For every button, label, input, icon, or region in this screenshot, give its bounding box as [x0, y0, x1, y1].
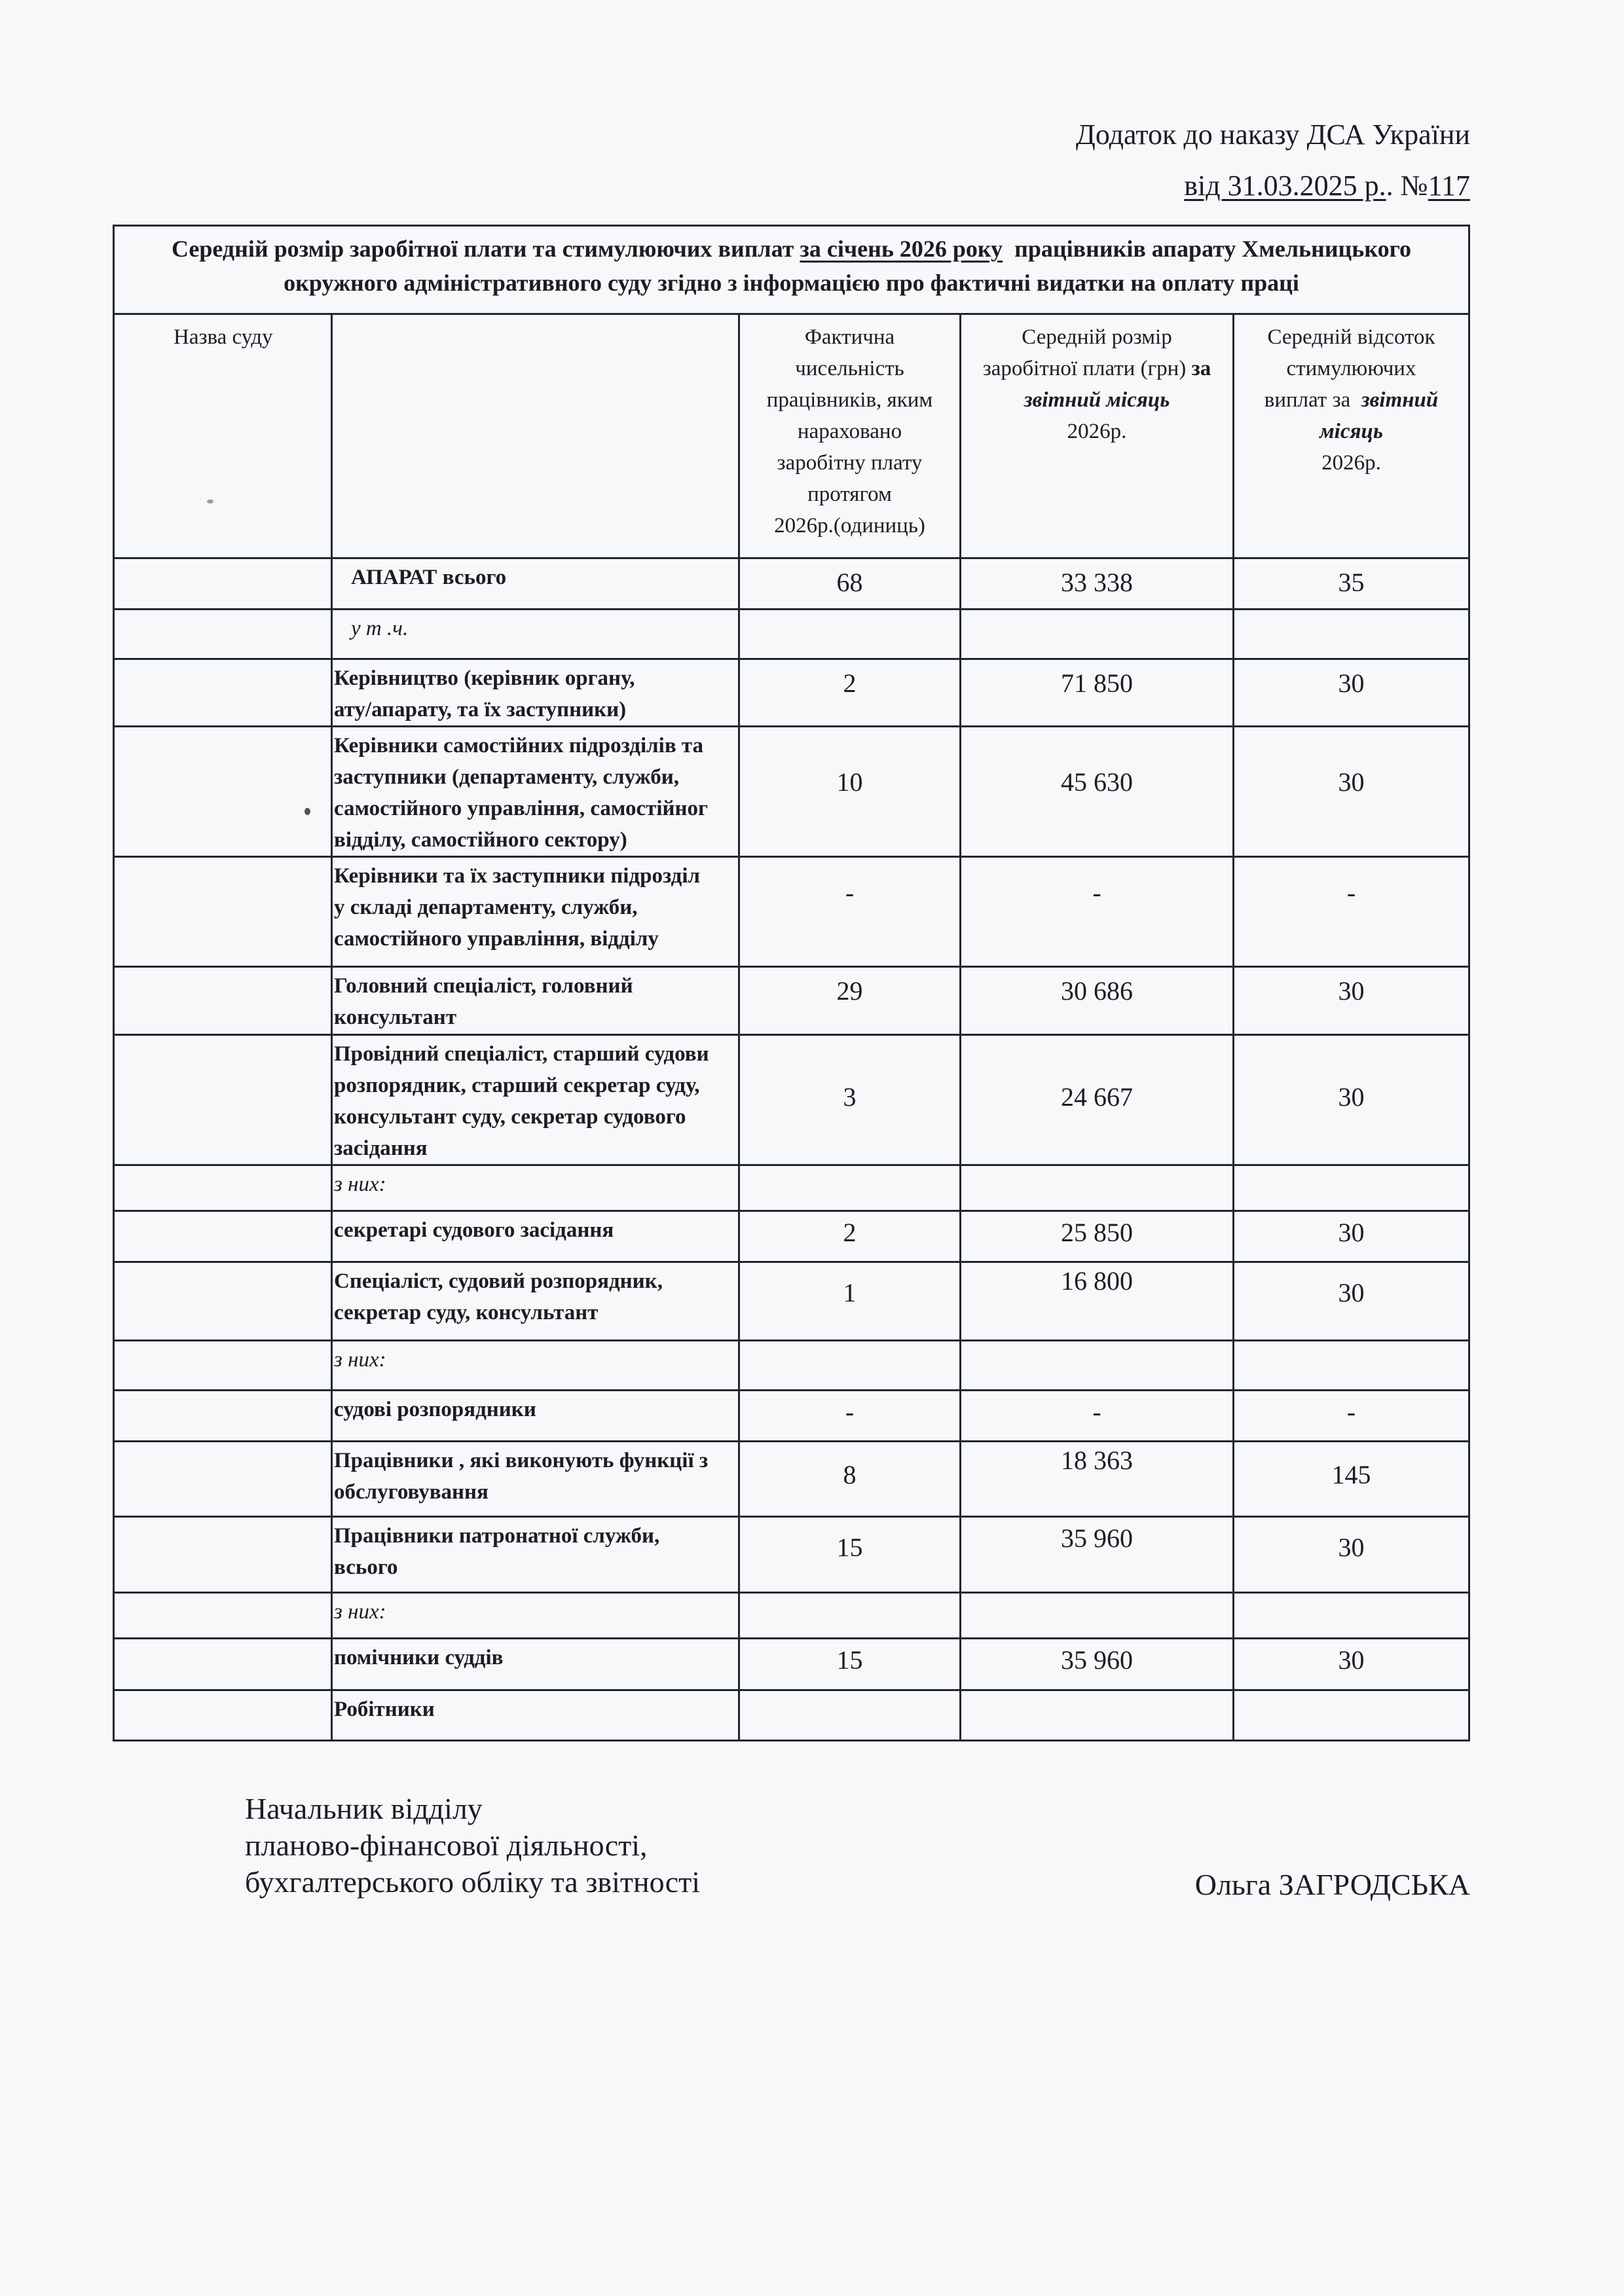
- salary-value: 35 960: [1061, 1523, 1133, 1553]
- number-sign: №: [1400, 170, 1428, 202]
- title-part2: працівників апарату Хмельницького: [1014, 236, 1412, 262]
- table-row: [114, 1341, 1469, 1391]
- salary-value: 25 850: [1061, 1218, 1133, 1247]
- title-part1: Середній розмір заробітної плати та стимулюючих виплат: [171, 236, 794, 262]
- hc-l3: працівників, яким: [766, 388, 933, 412]
- position-line1: Начальник відділу: [245, 1792, 483, 1825]
- court-name-cell: [114, 1035, 332, 1165]
- bonus-cell: [1234, 1262, 1469, 1341]
- headcount-value: -: [845, 878, 855, 907]
- column-header-headcount: [739, 314, 961, 558]
- headcount-cell: [739, 1165, 961, 1211]
- salary-value: 33 338: [1061, 568, 1133, 597]
- row-label: [332, 1262, 739, 1341]
- row-label: [332, 967, 739, 1035]
- sal-l4: 2026р.: [1067, 420, 1127, 443]
- row-label-line: Керівники самостійних підрозділів та: [334, 734, 703, 757]
- court-name-cell: [114, 857, 332, 967]
- hc-l4: нараховано: [797, 420, 902, 443]
- table-row: [114, 1639, 1469, 1690]
- court-name-cell: [114, 1391, 332, 1442]
- salary-cell: [961, 967, 1234, 1035]
- bonus-value: 30: [1338, 1533, 1365, 1562]
- court-name-cell: [114, 1341, 332, 1391]
- headcount-value: 2: [843, 668, 857, 698]
- row-label: [332, 558, 739, 610]
- salary-cell: [961, 1690, 1234, 1741]
- court-name-cell: [114, 610, 332, 659]
- headcount-value: 2: [843, 1218, 857, 1247]
- bonus-value: 30: [1338, 668, 1365, 698]
- salary-cell: [961, 1391, 1234, 1442]
- row-label-line: самостійного управління, відділу: [334, 927, 659, 951]
- row-label-line: АПАРАТ всього: [351, 566, 507, 589]
- table-title: [114, 226, 1469, 314]
- row-label-line: Провідний спеціаліст, старший судови: [334, 1042, 709, 1066]
- bonus-cell: [1234, 1690, 1469, 1741]
- salary-value: 16 800: [1061, 1266, 1133, 1296]
- bonus-cell: [1234, 1391, 1469, 1442]
- table-row: [114, 659, 1469, 727]
- row-label-line: консультант суду, секретар судового: [334, 1105, 686, 1129]
- salary-value: 24 667: [1061, 1082, 1133, 1112]
- salary-cell: [961, 1593, 1234, 1639]
- row-label: [332, 659, 739, 727]
- bonus-cell: [1234, 1165, 1469, 1211]
- row-label-line: у т .ч.: [351, 617, 409, 640]
- row-label: [332, 1517, 739, 1593]
- sal-l2-bold: за: [1191, 357, 1211, 380]
- table-row: [114, 1035, 1469, 1165]
- headcount-cell: [739, 857, 961, 967]
- salary-cell: [961, 857, 1234, 967]
- row-label-line: Спеціаліст, судовий розпорядник,: [334, 1269, 663, 1293]
- table-row: [114, 1442, 1469, 1517]
- row-label-line: відділу, самостійного сектору): [334, 828, 627, 852]
- bonus-value: 30: [1338, 767, 1365, 797]
- bonus-value: 30: [1338, 976, 1365, 1006]
- table-row: [114, 1593, 1469, 1639]
- row-label-line: Працівники патронатної служби,: [334, 1524, 660, 1548]
- headcount-cell: [739, 1341, 961, 1391]
- court-name-cell: [114, 1262, 332, 1341]
- table-row: [114, 1517, 1469, 1593]
- bon-l3-italic: звітний: [1361, 388, 1439, 412]
- bonus-cell: [1234, 857, 1469, 967]
- headcount-cell: [739, 610, 961, 659]
- salary-cell: [961, 1165, 1234, 1211]
- bon-l3: виплат за: [1264, 388, 1351, 412]
- headcount-value: 3: [843, 1082, 857, 1112]
- bonus-value: 30: [1338, 1218, 1365, 1247]
- table-row: [114, 1391, 1469, 1442]
- bonus-value: -: [1346, 878, 1356, 907]
- row-label-line: всього: [334, 1556, 398, 1579]
- row-label: [332, 1690, 739, 1741]
- court-name-cell: [114, 1639, 332, 1690]
- bonus-cell: [1234, 1442, 1469, 1517]
- row-label-line: обслуговування: [334, 1480, 489, 1504]
- column-header-court-name: [114, 314, 332, 558]
- column-header-empty: [332, 314, 739, 558]
- row-label-line: Керівники та їх заступники підрозділ: [334, 864, 701, 888]
- headcount-value: 8: [843, 1460, 857, 1489]
- salary-value: 18 363: [1061, 1446, 1133, 1475]
- row-label: [332, 1341, 739, 1391]
- headcount-value: 15: [836, 1645, 863, 1675]
- table-row: [114, 1165, 1469, 1211]
- salary-cell: [961, 558, 1234, 610]
- scan-speck: [304, 808, 310, 815]
- bonus-cell: [1234, 610, 1469, 659]
- bon-l5: 2026р.: [1321, 451, 1381, 475]
- bonus-cell: [1234, 1593, 1469, 1639]
- court-name-cell: [114, 1690, 332, 1741]
- salary-value: 45 630: [1061, 767, 1133, 797]
- row-label-line: Працівники , які виконують функції з: [334, 1449, 709, 1472]
- headcount-cell: [739, 659, 961, 727]
- court-name-label: Назва суду: [174, 325, 273, 349]
- row-label-line: Керівництво (керівник органу,: [334, 666, 635, 690]
- sal-l2: заробітної плати (грн): [982, 357, 1187, 380]
- salary-cell: [961, 1262, 1234, 1341]
- row-label-line: секретарі судового засідання: [334, 1218, 614, 1242]
- sal-l3: звітний місяць: [1024, 388, 1170, 412]
- table-title-row: [114, 226, 1469, 314]
- bonus-cell: [1234, 1211, 1469, 1262]
- title-period: за січень 2026 року: [800, 236, 1003, 262]
- salary-cell: [961, 1035, 1234, 1165]
- position-line2: планово-фінансової діяльності,: [245, 1829, 648, 1862]
- row-label: [332, 1391, 739, 1442]
- bonus-cell: [1234, 1517, 1469, 1593]
- salary-table: [113, 225, 1470, 1741]
- bonus-value: 30: [1338, 1082, 1365, 1112]
- column-header-row: [114, 314, 1469, 558]
- table-row: [114, 967, 1469, 1035]
- hc-l1: Фактична: [804, 325, 895, 349]
- row-label-line: розпорядник, старший секретар суду,: [334, 1074, 700, 1097]
- row-label-line: судові розпорядники: [334, 1398, 536, 1421]
- headcount-cell: [739, 1517, 961, 1593]
- order-date: від 31.03.2025 р.: [1184, 170, 1386, 202]
- row-label: [332, 1211, 739, 1262]
- row-label-line: самостійного управління, самостійног: [334, 797, 709, 820]
- salary-cell: [961, 610, 1234, 659]
- scan-speck: [207, 500, 213, 503]
- table-row: [114, 1211, 1469, 1262]
- order-reference: [1184, 169, 1470, 202]
- headcount-cell: [739, 1262, 961, 1341]
- row-label-line: з них:: [334, 1173, 386, 1196]
- table-body: [114, 558, 1469, 1741]
- row-label: [332, 1165, 739, 1211]
- title-line2: окружного адміністративного суду згідно з інформацією про фактичні видатки на оплату праці: [284, 270, 1299, 296]
- bonus-cell: [1234, 659, 1469, 727]
- salary-cell: [961, 1517, 1234, 1593]
- row-label-line: секретар суду, консультант: [334, 1301, 599, 1324]
- row-label-line: помічники суддів: [334, 1646, 504, 1669]
- row-label-line: з них:: [334, 1600, 386, 1624]
- headcount-cell: [739, 1593, 961, 1639]
- court-name-cell: [114, 659, 332, 727]
- bonus-value: 30: [1338, 1645, 1365, 1675]
- sal-l1: Середній розмір: [1022, 325, 1172, 349]
- bonus-value: -: [1346, 1397, 1356, 1427]
- row-label-line: Головний спеціаліст, головний: [334, 974, 633, 998]
- hc-l2: чисельність: [795, 357, 904, 380]
- row-label-line: ату/апарату, та їх заступники): [334, 698, 627, 721]
- signer-name: Ольга ЗАГРОДСЬКА: [1194, 1868, 1470, 1901]
- row-label-line: Робітники: [334, 1698, 435, 1721]
- bonus-cell: [1234, 1341, 1469, 1391]
- bonus-value: 35: [1338, 568, 1365, 597]
- salary-cell: [961, 1639, 1234, 1690]
- headcount-cell: [739, 1442, 961, 1517]
- column-header-avg-bonus: [1234, 314, 1469, 558]
- court-name-cell: [114, 967, 332, 1035]
- bon-l1: Середній відсоток: [1267, 325, 1435, 349]
- headcount-cell: [739, 1690, 961, 1741]
- row-label: [332, 610, 739, 659]
- hc-l5: заробітну плату: [777, 451, 923, 475]
- table-row: [114, 558, 1469, 610]
- salary-value: -: [1092, 878, 1101, 907]
- bonus-cell: [1234, 727, 1469, 857]
- order-number: 117: [1428, 170, 1470, 202]
- salary-cell: [961, 1341, 1234, 1391]
- row-label-line: заступники (департаменту, служби,: [334, 765, 679, 789]
- row-label-line: з них:: [334, 1348, 386, 1372]
- court-name-cell: [114, 1442, 332, 1517]
- table-row: [114, 727, 1469, 857]
- hc-l6: протягом: [807, 483, 892, 506]
- salary-cell: [961, 1442, 1234, 1517]
- bon-l2: стимулюючих: [1286, 357, 1416, 380]
- bonus-value: 145: [1331, 1460, 1371, 1489]
- salary-cell: [961, 1211, 1234, 1262]
- court-name-cell: [114, 1593, 332, 1639]
- table-row: [114, 1262, 1469, 1341]
- headcount-cell: [739, 558, 961, 610]
- order-number-sign: .: [1386, 170, 1401, 202]
- bonus-cell: [1234, 1035, 1469, 1165]
- row-label-line: у складі департаменту, служби,: [334, 896, 638, 919]
- bonus-cell: [1234, 558, 1469, 610]
- hc-l7: 2026р.(одиниць): [774, 514, 925, 538]
- headcount-value: 29: [836, 976, 863, 1006]
- bon-l4: місяць: [1320, 420, 1383, 443]
- row-label-line: консультант: [334, 1006, 457, 1029]
- salary-cell: [961, 727, 1234, 857]
- row-label: [332, 1442, 739, 1517]
- headcount-cell: [739, 1211, 961, 1262]
- position-line3: бухгалтерського обліку та звітності: [245, 1865, 701, 1899]
- table-row: [114, 1690, 1469, 1741]
- headcount-cell: [739, 1035, 961, 1165]
- court-name-cell: [114, 1165, 332, 1211]
- table-row: [114, 857, 1469, 967]
- row-label: [332, 727, 739, 857]
- headcount-value: 1: [843, 1278, 857, 1307]
- salary-value: 71 850: [1061, 668, 1133, 698]
- bonus-cell: [1234, 1639, 1469, 1690]
- row-label: [332, 1035, 739, 1165]
- row-label: [332, 1639, 739, 1690]
- salary-value: -: [1092, 1397, 1101, 1427]
- court-name-cell: [114, 727, 332, 857]
- headcount-value: 10: [836, 767, 863, 797]
- headcount-cell: [739, 967, 961, 1035]
- row-label: [332, 857, 739, 967]
- court-name-cell: [114, 558, 332, 610]
- headcount-cell: [739, 1391, 961, 1442]
- headcount-value: -: [845, 1397, 855, 1427]
- salary-value: 30 686: [1061, 976, 1133, 1006]
- headcount-value: 15: [836, 1533, 863, 1562]
- row-label-line: засідання: [334, 1137, 428, 1160]
- row-label: [332, 1593, 739, 1639]
- headcount-value: 68: [836, 568, 863, 597]
- bonus-cell: [1234, 967, 1469, 1035]
- salary-cell: [961, 659, 1234, 727]
- appendix-title: Додаток до наказу ДСА України: [1075, 118, 1470, 151]
- court-name-cell: [114, 1211, 332, 1262]
- salary-value: 35 960: [1061, 1645, 1133, 1675]
- signature-position: [245, 1791, 700, 1901]
- headcount-cell: [739, 727, 961, 857]
- bonus-value: 30: [1338, 1278, 1365, 1307]
- column-header-avg-salary: [961, 314, 1234, 558]
- headcount-cell: [739, 1639, 961, 1690]
- table-row: [114, 610, 1469, 659]
- court-name-cell: [114, 1517, 332, 1593]
